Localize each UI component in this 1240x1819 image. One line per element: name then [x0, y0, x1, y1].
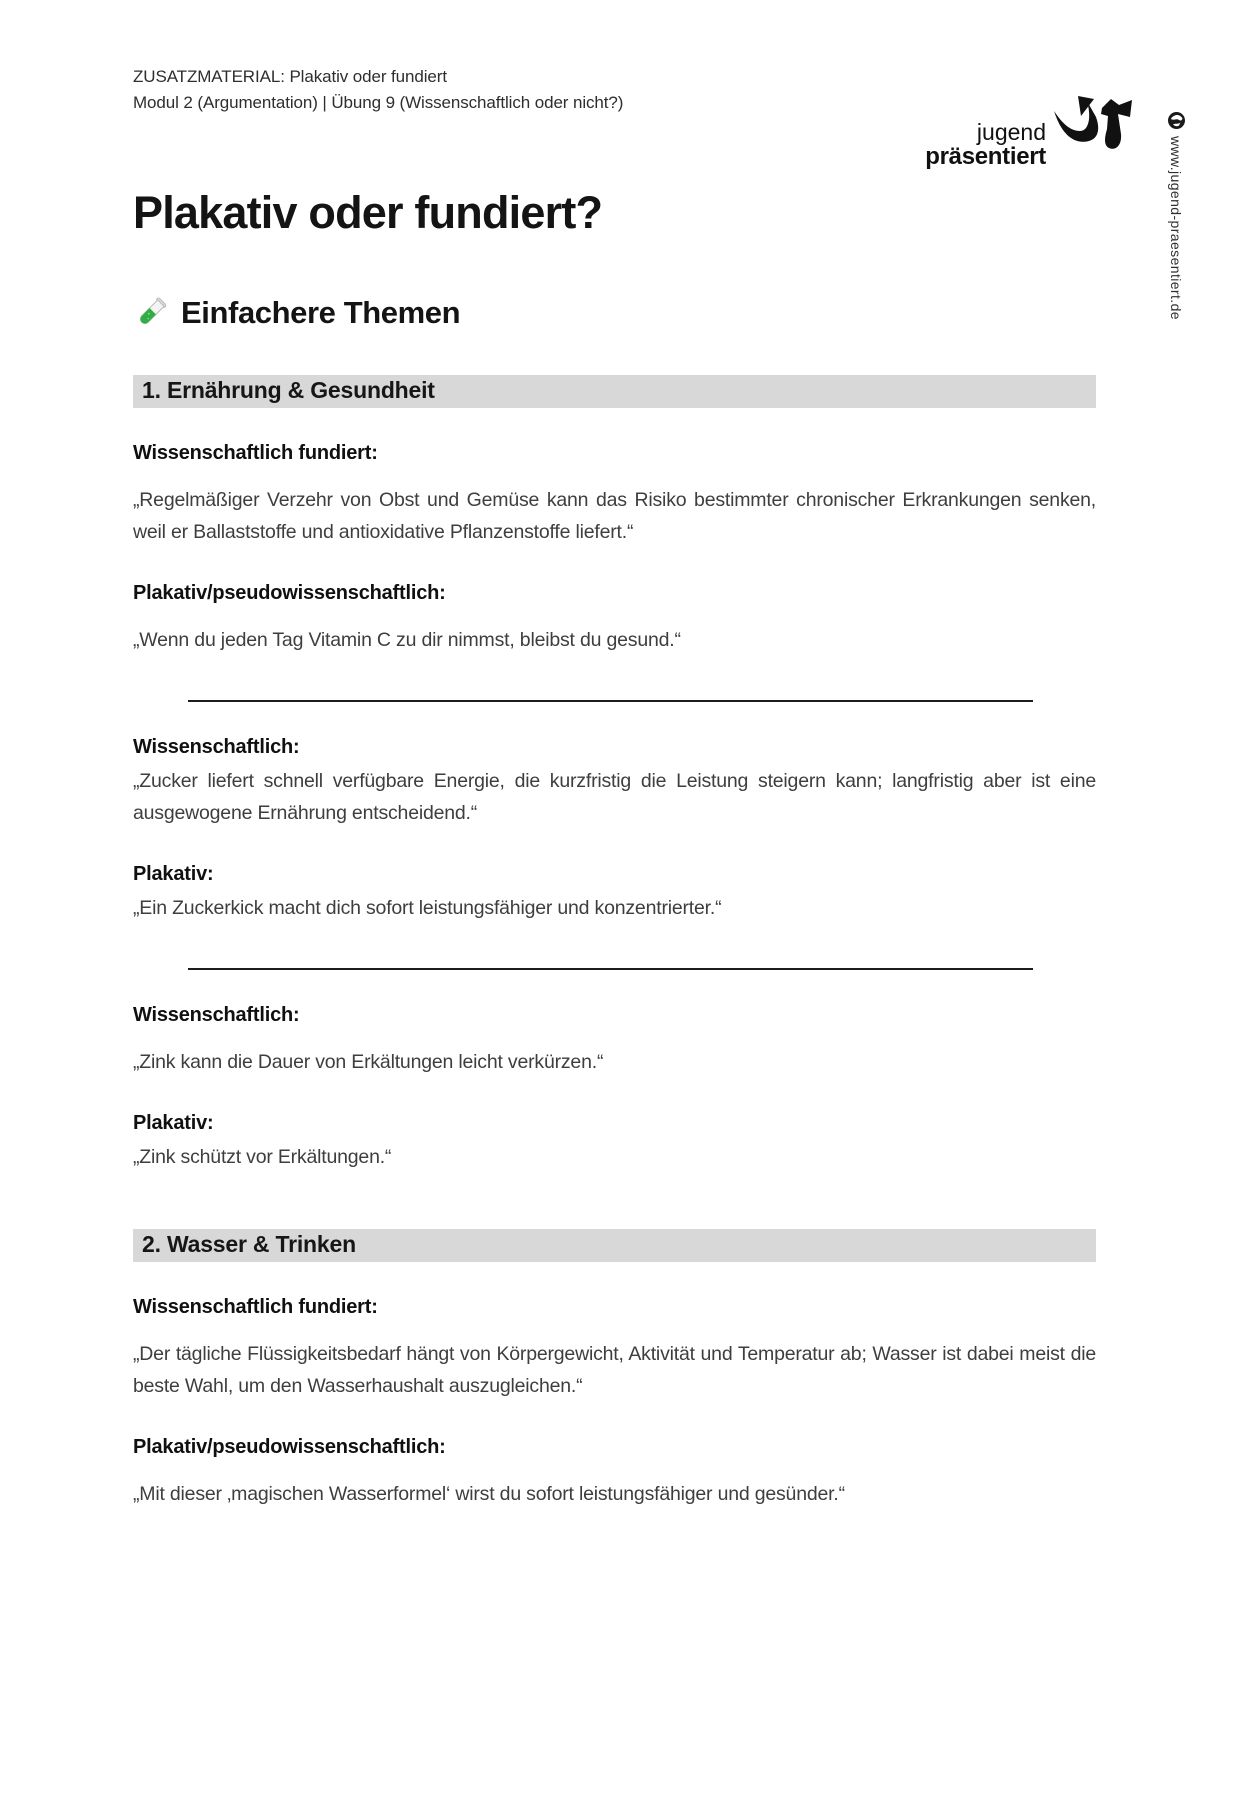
statement-quote: „Wenn du jeden Tag Vitamin C zu dir nimmst, bleibst du gesund.“: [133, 629, 681, 651]
statement-block: [133, 861, 1096, 924]
statement-label: Plakativ/pseudowissenschaftlich:: [133, 1436, 446, 1458]
statement-quote: „Mit dieser ‚magischen Wasserformel‘ wirst du sofort leistungsfähiger und gesünder.“: [133, 1483, 845, 1505]
statement-label: Wissenschaftlich:: [133, 736, 300, 758]
statement-quote: „Regelmäßiger Verzehr von Obst und Gemüse kann das Risiko bestimmter chronischer Erkrankungen senken, weil er Ballaststoffe und antioxidative Pflanzenstoffe liefert.“: [133, 489, 1096, 543]
statement-block: [133, 1294, 1096, 1402]
logo-word-jugend: jugend: [976, 119, 1046, 145]
statement-label: Wissenschaftlich:: [133, 1004, 300, 1026]
topic-heading-1: 1. Ernährung & Gesundheit: [133, 375, 1096, 408]
statement-label: Wissenschaftlich fundiert:: [133, 1296, 378, 1318]
page-title: Plakativ oder fundiert?: [133, 187, 603, 238]
logo-word-praesentiert: präsentiert: [925, 143, 1046, 171]
section-heading-row: [133, 295, 1096, 331]
topic-heading-2: 2. Wasser & Trinken: [133, 1229, 1096, 1262]
divider: [188, 700, 1033, 702]
website-sidebar: [1160, 112, 1192, 320]
logo: [925, 108, 1132, 169]
statement-block: [133, 734, 1096, 829]
divider: [188, 968, 1033, 970]
statement-block: [133, 580, 1096, 656]
statement-block: [133, 1434, 1096, 1510]
statement-label: Plakativ:: [133, 863, 214, 885]
globe-icon: [1168, 112, 1185, 129]
statement-label: Plakativ/pseudowissenschaftlich:: [133, 582, 446, 604]
statement-quote: „Der tägliche Flüssigkeitsbedarf hängt von Körpergewicht, Aktivität und Temperatur ab; Wasser ist dabei meist die beste Wahl, um den Wasserhaushalt auszugleichen.“: [133, 1343, 1096, 1397]
section-heading: Einfachere Themen: [181, 295, 461, 330]
statement-quote: „Zucker liefert schnell verfügbare Energie, die kurzfristig die Leistung steigern kann; langfristig aber ist eine ausgewogene Ernährung entscheidend.“: [133, 770, 1096, 824]
statement-block: [133, 440, 1096, 548]
statement-quote: „Ein Zuckerkick macht dich sofort leistungsfähiger und konzentrierter.“: [133, 897, 722, 919]
logo-text: [925, 120, 1046, 169]
header-line-1: ZUSATZMATERIAL: Plakativ oder fundiert: [133, 67, 447, 86]
document-page: [0, 64, 1240, 1510]
statement-label: Plakativ:: [133, 1112, 214, 1134]
statement-quote: „Zink kann die Dauer von Erkältungen leicht verkürzen.“: [133, 1051, 604, 1073]
statement-block: [133, 1002, 1096, 1078]
statement-label: Wissenschaftlich fundiert:: [133, 442, 378, 464]
statement-block: [133, 1110, 1096, 1173]
test-tube-icon: [133, 295, 169, 331]
website-url[interactable]: www.jugend-praesentiert.de: [1168, 136, 1184, 320]
header-line-2: Modul 2 (Argumentation) | Übung 9 (Wissenschaftlich oder nicht?): [133, 93, 624, 112]
statement-quote: „Zink schützt vor Erkältungen.“: [133, 1146, 392, 1168]
brush-mark-icon: [1054, 96, 1132, 152]
